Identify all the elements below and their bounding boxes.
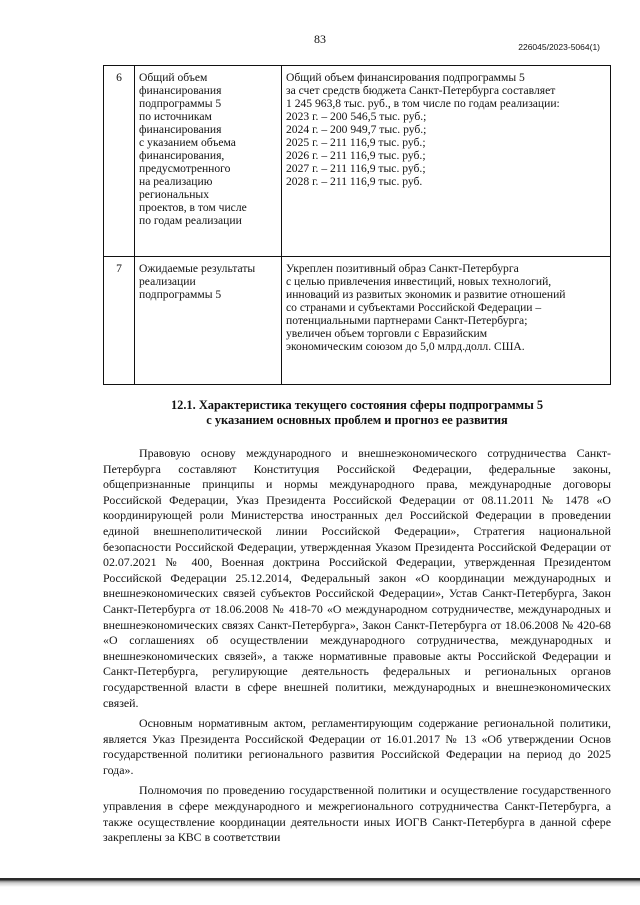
body-text — [103, 446, 611, 851]
content-line: 2025 г. – 211 116,9 тыс. руб.; — [286, 136, 426, 149]
page-number: 83 — [314, 32, 326, 46]
row-content — [282, 66, 611, 257]
content-line: со странами и субъектами Российской Федерации – — [286, 301, 542, 314]
row-content — [282, 257, 611, 385]
label-line: Общий объем — [139, 71, 208, 84]
subprogram-passport-table — [103, 65, 611, 385]
row-label — [135, 66, 282, 257]
label-line: предусмотренного — [139, 162, 231, 175]
label-line: финансирования — [139, 123, 222, 136]
content-line: Общий объем финансирования подпрограммы 5 — [286, 71, 525, 84]
label-line: по источникам — [139, 110, 212, 123]
content-line: 2027 г. – 211 116,9 тыс. руб.; — [286, 162, 426, 175]
content-line: 2026 г. – 211 116,9 тыс. руб.; — [286, 149, 426, 162]
table-row — [104, 257, 611, 385]
label-line: Ожидаемые результаты — [139, 262, 256, 275]
document-code: 226045/2023-5064(1) — [518, 42, 600, 52]
content-line: 2024 г. – 200 949,7 тыс. руб.; — [286, 123, 427, 136]
table-row — [104, 66, 611, 257]
paragraph: Основным нормативным актом, регламентирующим содержание региональной политики, является Указ Президента Российской Федерации от 16.01.2017 № 13 «Об утверждении Основ государственной политики регионального развития Российской Федерации на период до 2025 года». — [103, 716, 611, 777]
label-line: финансирования — [139, 84, 222, 97]
content-line: инноваций из развитых экономик и развитие отношений — [286, 288, 566, 301]
section-title-line: с указанием основных проблем и прогноз ее развития — [206, 413, 508, 427]
content-line: 2023 г. – 200 546,5 тыс. руб.; — [286, 110, 427, 123]
label-line: подпрограммы 5 — [139, 97, 222, 110]
paragraph: Правовую основу международного и внешнеэкономического сотрудничества Санкт-Петербурга составляют Конституция Российской Федерации, федеральные законы, общепризнанные принципы и нормы международного права, международные договоры Российской Федерации, Указ Президента Российской Федерации от 08.11.2011 № 1478 «О координирующей роли Министерства иностранных дел Российской Федерации в проведении единой внешнеполитической линии Российской Федерации», Стратегия национальной безопасности Российской Федерации, утвержденная Указом Президента Российской Федерации от 02.07.2021 № 400, Военная доктрина Российской Федерации, утвержденная Президентом Российской Федерации 25.12.2014, Федеральный закон «О координации международных и внешнеэкономических связей субъектов Российской Федерации», Устав Санкт-Петербурга, Закон Санкт-Петербурга от 18.06.2008 № 418-70 «О международном сотрудничестве, международных и внешнеэкономических связях Санкт-Петербурга», Закон Санкт-Петербурга от 18.06.2008 № 420-68 «О соглашениях об осуществлении международного сотрудничества, международных и внешнеэкономических связей», а также нормативные правовые акты Российской Федерации и Санкт-Петербурга, регулирующие деятельность федеральных и региональных органов государственной власти в сфере внешней политики, международных и внешнеэкономических связей. — [103, 446, 611, 710]
row-label — [135, 257, 282, 385]
content-line: за счет средств бюджета Санкт-Петербурга составляет — [286, 84, 556, 97]
section-title — [103, 398, 611, 428]
scan-bottom-edge — [0, 878, 640, 905]
label-line: на реализацию — [139, 175, 213, 188]
row-number: 7 — [104, 257, 135, 385]
label-line: региональных — [139, 188, 210, 201]
paragraph: Полномочия по проведению государственной политики и осуществление государственного управления в сфере международного и межрегионального сотрудничества Санкт-Петербурга, а также осуществление координации деятельности иных ИОГВ Санкт-Петербурга в данной сфере закреплены за КВС в соответствии — [103, 783, 611, 845]
section-title-line: 12.1. Характеристика текущего состояния сферы подпрограммы 5 — [170, 398, 544, 412]
label-line: подпрограммы 5 — [139, 288, 222, 301]
label-line: реализации — [139, 275, 196, 288]
content-line: с целью привлечения инвестиций, новых технологий, — [286, 275, 552, 288]
label-line: проектов, в том числе — [139, 201, 247, 214]
content-line: увеличен объем торговли с Евразийским — [286, 327, 488, 340]
row-number: 6 — [104, 66, 135, 257]
content-line: экономическим союзом до 5,0 млрд.долл. США. — [286, 340, 525, 353]
content-line: 1 245 963,8 тыс. руб., в том числе по годам реализации: — [286, 97, 560, 110]
label-line: финансирования, — [139, 149, 225, 162]
label-line: с указанием объема — [139, 136, 236, 149]
label-line: по годам реализации — [139, 214, 242, 227]
content-line: 2028 г. – 211 116,9 тыс. руб. — [286, 175, 423, 188]
content-line: Укреплен позитивный образ Санкт-Петербурга — [286, 262, 519, 275]
content-line: потенциальными партнерами Санкт-Петербурга; — [286, 314, 528, 327]
